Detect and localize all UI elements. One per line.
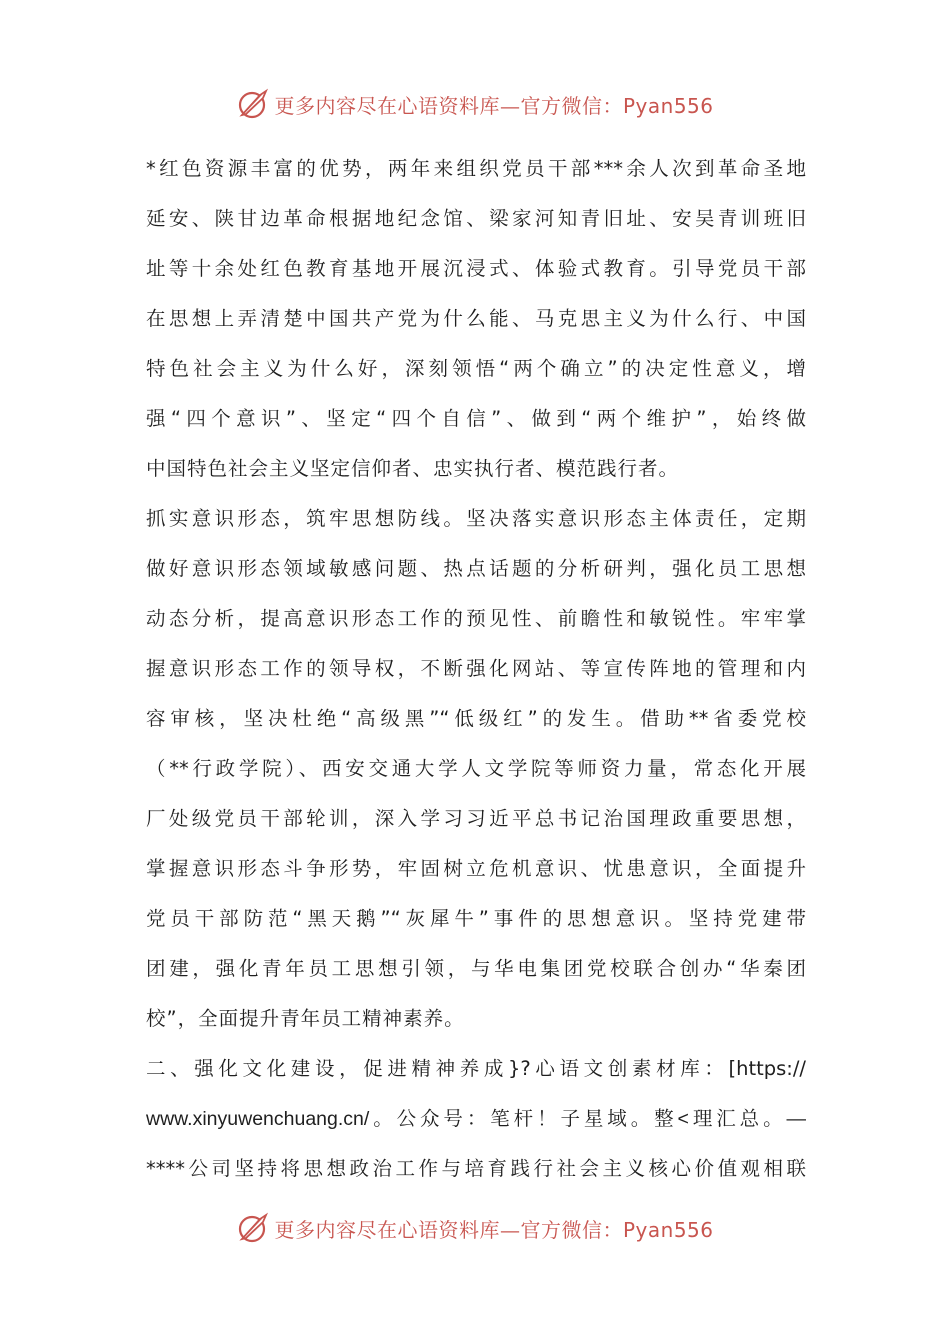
body-line: ****公司坚持将思想政治工作与培育践行社会主义核心价值观相联 [146, 1157, 806, 1180]
body-line: 中国特色社会主义坚定信仰者、忠实执行者、模范践行者。 [146, 457, 680, 480]
body-line: 握意识形态工作的领导权，不断强化网站、等宣传阵地的管理和内 [146, 657, 806, 680]
body-line: 厂处级党员干部轮训，深入学习习近平总书记治国理政重要思想， [146, 807, 806, 830]
header-banner-label: 更多内容尽在心语资料库—官方微信： [274, 93, 623, 118]
body-line: 党员干部防范“黑天鹅”“灰犀牛”事件的思想意识。坚持党建带 [146, 907, 806, 930]
body-line: 掌握意识形态斗争形势，牢固树立危机意识、忧患意识，全面提升 [146, 857, 806, 880]
header-banner-brand: Pyan556 [622, 93, 714, 118]
body-line: 容审核，坚决杜绝“高级黑”“低级红”的发生。借助**省委党校 [146, 707, 806, 730]
footer-banner-label: 更多内容尽在心语资料库—官方微信： [274, 1217, 623, 1242]
body-line: 校”，全面提升青年员工精神素养。 [146, 1007, 465, 1030]
document-body [146, 144, 806, 1194]
body-line-url: www.xinyuwenchuang.cn/。公众号：笔杆！子星域。整<理汇总。— [146, 1108, 806, 1130]
body-line: *红色资源丰富的优势，两年来组织党员干部***余人次到革命圣地 [146, 157, 806, 180]
footer-banner-text [274, 1214, 713, 1243]
body-line: 动态分析，提高意识形态工作的预见性、前瞻性和敏锐性。牢牢掌 [146, 607, 806, 630]
body-line: 延安、陕甘边革命根据地纪念馆、梁家河知青旧址、安吴青训班旧 [146, 207, 806, 230]
header-banner [0, 82, 950, 126]
body-line: 在思想上弄清楚中国共产党为什么能、马克思主义为什么行、中国 [146, 307, 806, 330]
body-line: 做好意识形态领域敏感问题、热点话题的分析研判，强化员工思想 [146, 557, 806, 580]
body-line: （**行政学院）、西安交通大学人文学院等师资力量，常态化开展 [146, 757, 806, 780]
header-banner-text [274, 90, 713, 119]
body-line: 团建，强化青年员工思想引领，与华电集团党校联合创办“华秦团 [146, 957, 806, 980]
body-line: 强“四个意识”、坚定“四个自信”、做到“两个维护”，始终做 [146, 407, 806, 430]
body-line: 二、强化文化建设，促进精神养成}?心语文创素材库：[https:// [146, 1057, 806, 1080]
footer-banner [0, 1206, 950, 1250]
body-line: 特色社会主义为什么好，深刻领悟“两个确立”的决定性意义，增 [146, 357, 806, 380]
quill-logo-icon [236, 87, 270, 121]
body-line: 抓实意识形态，筑牢思想防线。坚决落实意识形态主体责任，定期 [146, 507, 806, 530]
footer-banner-brand: Pyan556 [622, 1217, 714, 1242]
body-line: 址等十余处红色教育基地开展沉浸式、体验式教育。引导党员干部 [146, 257, 806, 280]
quill-logo-icon [236, 1211, 270, 1245]
